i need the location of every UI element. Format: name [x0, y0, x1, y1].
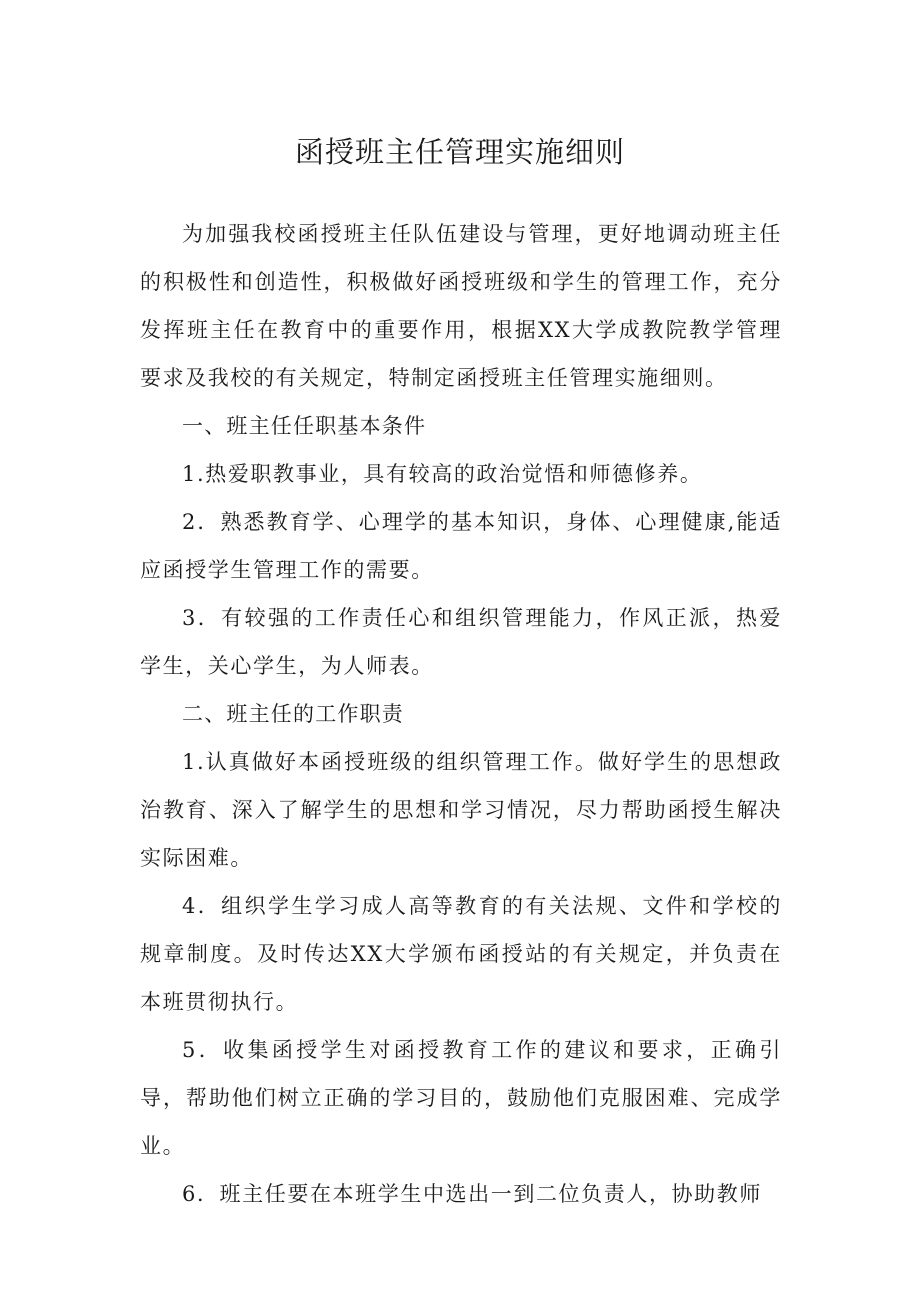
section-heading-1: 一、班主任任职基本条件: [182, 414, 427, 438]
section-2-item-3: 5．收集函授学生对函授教育工作的建议和要求，正确引导，帮助他们树立正确的学习目的，鼓励他们克服困难、完成学业。: [140, 1038, 782, 1158]
page-title: 函授班主任管理实施细则: [294, 135, 625, 169]
section-1-item-3: 3．有较强的工作责任心和组织管理能力，作风正派，热爱学生，关心学生，为人师表。: [140, 606, 782, 678]
section-1-item-2: 2．熟悉教育学、心理学的基本知识，身体、心理健康,能适应函授学生管理工作的需要。: [140, 510, 782, 582]
section-1-item-1: 1.热爱职教事业，具有较高的政治觉悟和师德修养。: [182, 462, 703, 486]
section-2-item-1: 1.认真做好本函授班级的组织管理工作。做好学生的思想政治教育、深入了解学生的思想和学习情况，尽力帮助函授生解决实际困难。: [140, 750, 782, 870]
section-2-item-2: 4．组织学生学习成人高等教育的有关法规、文件和学校的规章制度。及时传达XX大学颁布函授站的有关规定，并负责在本班贯彻执行。: [140, 894, 782, 1014]
section-2-item-4: 6．班主任要在本班学生中选出一到二位负责人，协助教师: [182, 1182, 762, 1206]
intro-paragraph: 为加强我校函授班主任队伍建设与管理，更好地调动班主任的积极性和创造性，积极做好函授班级和学生的管理工作，充分发挥班主任在教育中的重要作用，根据XX大学成教院教学管理要求及我校的有关规定，特制定函授班主任管理实施细则。: [140, 222, 782, 390]
section-heading-2: 二、班主任的工作职责: [182, 702, 404, 726]
document-body: [140, 210, 782, 1218]
